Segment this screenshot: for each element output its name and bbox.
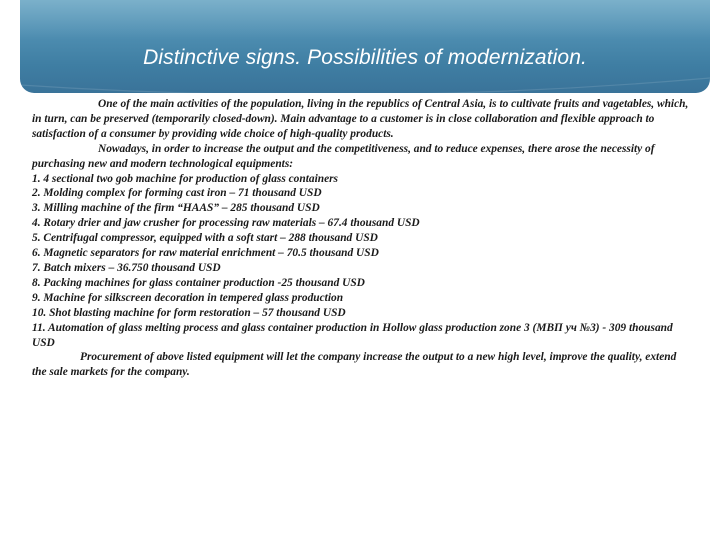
equipment-item-5: 5. Centrifugal compressor, equipped with a soft start – 288 thousand USD <box>32 232 378 245</box>
equipment-item-6: 6. Magnetic separators for raw material enrichment – 70.5 thousand USD <box>32 247 379 260</box>
paragraph-conclusion: Procurement of above listed equipment will let the company increase the output to a new high level, improve the quality, extend the sale markets for the company. <box>32 351 677 379</box>
equipment-item-11: 11. Automation of glass melting process and glass container production in Hollow glass production zone 3 (МВП уч №3) - 309 thousand USD <box>32 321 673 349</box>
slide-title: Distinctive signs. Possibilities of modernization. <box>143 46 587 69</box>
equipment-item-8: 8. Packing machines for glass container production -25 thousand USD <box>32 276 365 289</box>
slide-body <box>32 97 692 380</box>
paragraph-necessity: Nowadays, in order to increase the output and the competitiveness, and to reduce expenses, there arose the necessity of purchasing new and modern technological equipments: <box>32 142 655 170</box>
equipment-item-2: 2. Molding complex for forming cast iron – 71 thousand USD <box>32 187 322 200</box>
equipment-item-3: 3. Milling machine of the firm “HAAS” – 285 thousand USD <box>32 202 320 215</box>
equipment-item-10: 10. Shot blasting machine for form restoration – 57 thousand USD <box>32 306 346 319</box>
equipment-item-9: 9. Machine for silkscreen decoration in tempered glass production <box>32 291 344 304</box>
equipment-item-7: 7. Batch mixers – 36.750 thousand USD <box>32 261 221 274</box>
equipment-item-1: 1. 4 sectional two gob machine for production of glass containers <box>32 172 338 185</box>
equipment-item-4: 4. Rotary drier and jaw crusher for processing raw materials – 67.4 thousand USD <box>32 217 420 230</box>
paragraph-intro: One of the main activities of the population, living in the republics of Central Asia, is to cultivate fruits and vagetables, which, in turn, can be preserved (temporarily closed-down). Main advantage to a customer is in close collaboration and flexible approach to satisfaction of a consumer by providing wide choice of high-quality products. <box>32 98 689 140</box>
